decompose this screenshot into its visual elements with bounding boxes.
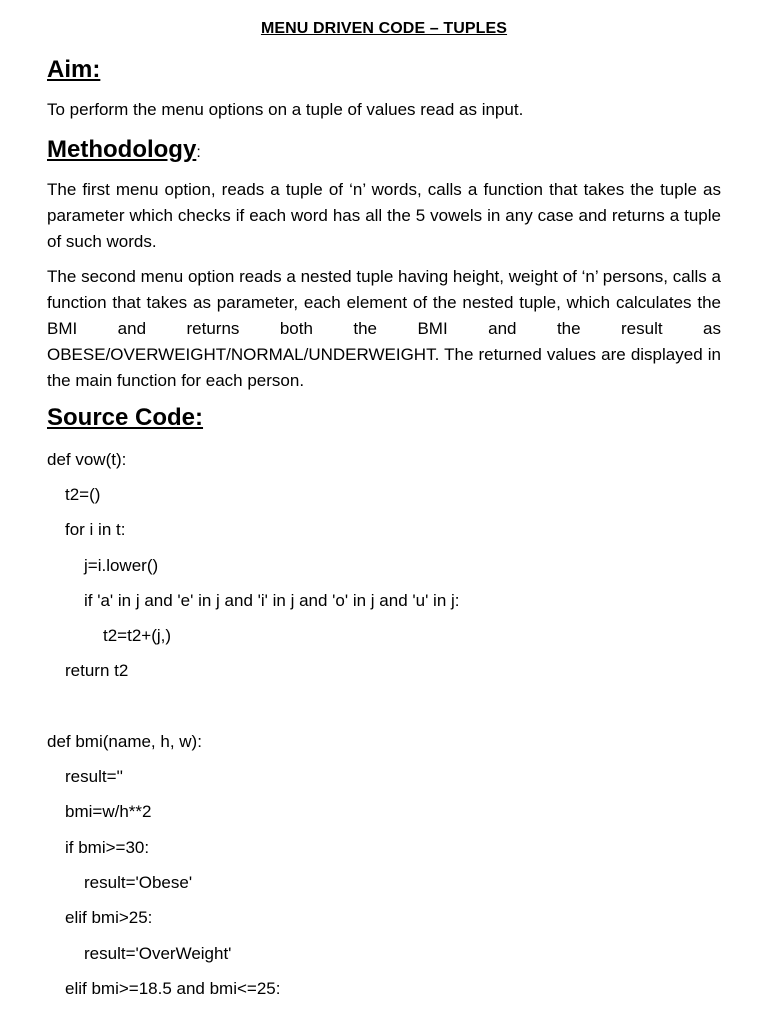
methodology-paragraph-1: The first menu option, reads a tuple of ‘n’ words, calls a function that takes the tuple as parameter which checks if each word has all the 5 vowels in any case and returns a tuple of such words. [47, 180, 721, 251]
code-line: if bmi>=30: [65, 838, 150, 857]
code-line: t2=() [65, 485, 101, 504]
code-line: t2=t2+(j,) [103, 626, 172, 645]
code-line: elif bmi>=18.5 and bmi<=25: [65, 979, 281, 998]
code-line: def vow(t): [47, 450, 127, 469]
code-line: def bmi(name, h, w): [47, 732, 202, 751]
code-line: for i in t: [65, 520, 126, 539]
document-title: MENU DRIVEN CODE – TUPLES [260, 20, 508, 37]
methodology-heading-text: Methodology [47, 136, 197, 163]
code-line: bmi=w/h**2 [65, 802, 152, 821]
aim-heading-text: Aim: [47, 56, 101, 83]
methodology-heading-suffix: : [196, 144, 201, 161]
code-line: result='' [65, 767, 123, 786]
code-line: elif bmi>25: [65, 908, 153, 927]
aim-heading [47, 56, 100, 84]
code-line: j=i.lower() [84, 556, 159, 575]
code-line: result='Obese' [84, 873, 193, 892]
methodology-heading [47, 136, 201, 164]
code-line: result='OverWeight' [84, 944, 232, 963]
source-code-heading [47, 404, 203, 432]
source-code-heading-text: Source Code: [47, 404, 204, 431]
code-line: if 'a' in j and 'e' in j and 'i' in j and 'o' in j and 'u' in j: [84, 591, 460, 610]
methodology-paragraph-2: The second menu option reads a nested tuple having height, weight of ‘n’ persons, calls a function that takes as parameter, each element of the nested tuple, which calculates the BMI and returns both the BMI and the result as OBESE/OVERWEIGHT/NORMAL/UNDERWEIGHT. The returned values are displayed in the main function for each person. [47, 267, 721, 390]
aim-text: To perform the menu options on a tuple of values read as input. [47, 100, 524, 119]
code-line: return t2 [65, 661, 129, 680]
